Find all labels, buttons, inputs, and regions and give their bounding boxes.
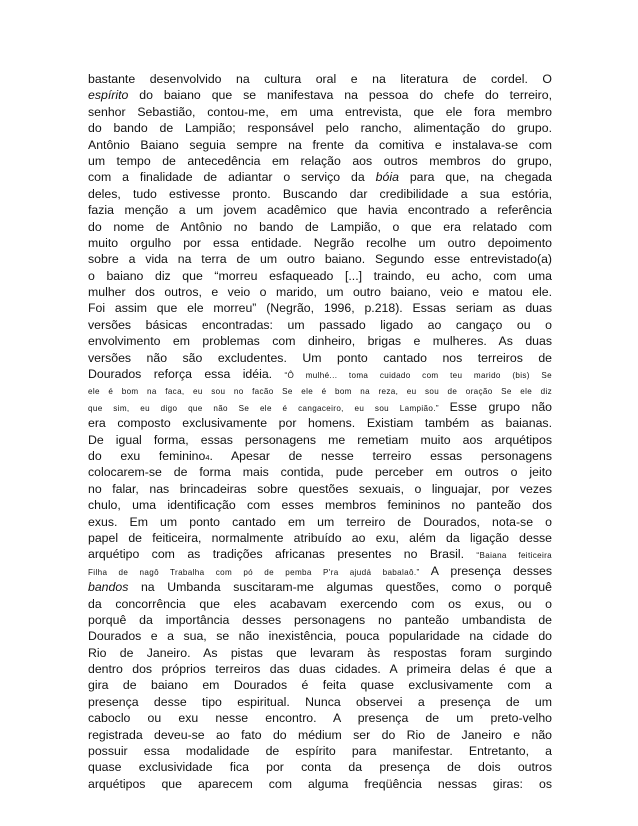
body-text: versões não são excludentes. Um ponto cantado nos terreiros de (88, 350, 552, 365)
text-line (88, 464, 552, 480)
text-line (88, 71, 552, 87)
text-line (88, 743, 552, 759)
body-text: A presença desses (430, 563, 553, 578)
footnote-marker: 4 (205, 452, 210, 462)
body-text: exus. Em um ponto cantado em um terreiro de Dourados, nota-se o (88, 514, 552, 529)
text-line (88, 350, 552, 366)
body-text: do bando de Lampião; responsável pelo rancho, alimentação do grupo. (88, 121, 552, 136)
italic-text: bóia (375, 170, 399, 185)
body-text: registrada deveu-se ao fato do médium ser do Rio de Janeiro e não (88, 727, 552, 742)
song-lyric-text: que sim, eu digo que não Se ele é cangaceiro, eu sou Lampião.” (88, 403, 450, 413)
body-text: Esse grupo não (449, 399, 553, 414)
text-line (88, 628, 552, 644)
text-line (88, 317, 552, 333)
text-line (88, 300, 552, 316)
body-text: fazia menção a um jovem acadêmico que havia encontrado a referência (88, 203, 552, 218)
body-text: do nome de Antônio no bando de Lampião, o que era relatado com (88, 219, 552, 234)
song-lyric-text: “Baiana feiticeira (476, 551, 552, 561)
text-line (88, 268, 552, 284)
body-text: Dourados e a sua, se não inexistência, pouca popularidade na cidade do (88, 629, 552, 644)
body-text: Dourados reforça essa idéia. (88, 367, 285, 382)
text-line (88, 645, 552, 661)
text-line (88, 333, 552, 349)
body-text: Foi assim que ele morreu” (Negrão, 1996, p.218). Essas seriam as duas (88, 301, 552, 316)
body-text: dentro dos próprios terreiros das duas cidades. A primeira delas é que a (88, 662, 552, 677)
text-line (88, 104, 552, 120)
body-text: senhor Sebastião, contou-me, em uma entrevista, que ele fora membro (88, 104, 552, 119)
text-line (88, 759, 552, 775)
text-line (88, 677, 552, 693)
body-text: no falar, nas brincadeiras sobre questões sexuais, o linguajar, por vezes (88, 481, 552, 496)
text-line (88, 284, 552, 300)
text-line (88, 530, 552, 546)
body-text: da concorrência que eles acabavam exercendo com os exus, ou o (88, 596, 552, 611)
text-line (88, 661, 552, 677)
text-line (88, 366, 552, 382)
body-text: do exu feminino (88, 448, 206, 463)
song-lyric-text: ele é bom na faca, eu sou no facão Se ele é bom na reza, eu sou de oração Se ele diz (88, 387, 552, 397)
text-line (88, 186, 552, 202)
body-text: De igual forma, essas personagens me remetiam muito aos arquétipos (88, 432, 552, 447)
text-line (88, 120, 552, 136)
text-line (88, 235, 552, 251)
text-line (88, 579, 552, 595)
body-text: sobre a vida na terra de um outro baiano. Segundo esse entrevistado(a) (88, 252, 552, 267)
body-text: para que, na chegada (398, 170, 552, 185)
body-text: caboclo ou exu nesse encontro. A presença de um preto-velho (88, 711, 552, 726)
body-text: mulher dos outros, e veio o marido, um outro baiano, veio e matou ele. (88, 285, 552, 300)
text-line (88, 153, 552, 169)
text-line (88, 251, 552, 267)
body-text: arquétipos que aparecem com alguma freqüência nessas giras: os (88, 776, 552, 791)
body-text: um tempo de antecedência em relação aos outros membros do grupo, (88, 153, 552, 168)
text-line (88, 481, 552, 497)
text-line (88, 514, 552, 530)
body-text: do baiano que se manifestava na pessoa do chefe do terreiro, (128, 88, 552, 103)
body-text: presença desse tipo espiritual. Nunca observei a presença de um (88, 694, 552, 709)
body-text: porquê da importância desses personagens no panteão umbandista de (88, 612, 552, 627)
text-line (88, 87, 552, 103)
body-text: colocarem-se de forma mais contida, pude perceber em outros o jeito (88, 465, 552, 480)
text-line (88, 497, 552, 513)
body-text: . Apesar de nesse terreiro essas personagens (209, 448, 552, 463)
body-text: muito orgulho por essa entidade. Negrão recolhe um outro depoimento (88, 235, 552, 250)
text-line (88, 694, 552, 710)
text-line (88, 596, 552, 612)
body-text: chulo, uma identificação com esses membros femininos no panteão dos (88, 498, 552, 513)
text-line (88, 710, 552, 726)
body-text: versões básicas encontradas: um passado ligado ao cangaço ou o (88, 317, 552, 332)
text-line (88, 399, 552, 415)
body-text: deles, tudo estivesse pronto. Buscando dar credibilidade a sua estória, (88, 186, 552, 201)
text-line (88, 219, 552, 235)
body-text: envolvimento em problemas com dinheiro, brigas e mulheres. As duas (88, 334, 552, 349)
text-line (88, 448, 552, 464)
text-line (88, 169, 552, 185)
text-line (88, 432, 552, 448)
body-text: Antônio Baiano seguia sempre na frente da comitiva e instalava-se com (88, 137, 552, 152)
text-line (88, 563, 552, 579)
italic-text: bandos (88, 580, 129, 595)
body-text: o baiano diz que “morreu esfaqueado [...] traindo, eu acho, com uma (88, 268, 552, 283)
text-line (88, 202, 552, 218)
text-line (88, 382, 552, 398)
body-text: bastante desenvolvido na cultura oral e na literatura de cordel. O (88, 72, 552, 86)
text-line (88, 727, 552, 743)
song-lyric-text: Filha de nagô Trabalha com pó de pemba P'ra ajudá babalaô.” (88, 567, 431, 577)
text-line (88, 546, 552, 562)
italic-text: espírito (88, 88, 129, 103)
song-lyric-text: “Ô mulhé... toma cuidado com teu marido (bis) Se (284, 371, 552, 381)
body-text: quase exclusividade fica por conta da presença de dois outros (88, 760, 552, 775)
body-text: arquétipo com as tradições africanas presentes no Brasil. (88, 547, 477, 562)
text-line (88, 612, 552, 628)
body-text: com a finalidade de adiantar o serviço da (88, 170, 376, 185)
body-text: Rio de Janeiro. As pistas que levaram às respostas foram surgindo (88, 645, 552, 660)
body-text: gira de baiano em Dourados é feita quase exclusivamente com a (88, 678, 552, 693)
body-text: era composto exclusivamente por homens. Existiam também as baianas. (88, 416, 552, 431)
text-line (88, 415, 552, 431)
body-text: papel de feiticeira, normalmente atribuído ao exu, além da ligação desse (88, 530, 552, 545)
document-page (88, 71, 552, 792)
body-text: na Umbanda suscitaram-me algumas questões, como o porquê (128, 580, 552, 595)
text-line (88, 137, 552, 153)
text-line (88, 776, 552, 792)
body-text: possuir essa modalidade de espírito para manifestar. Entretanto, a (88, 744, 552, 759)
